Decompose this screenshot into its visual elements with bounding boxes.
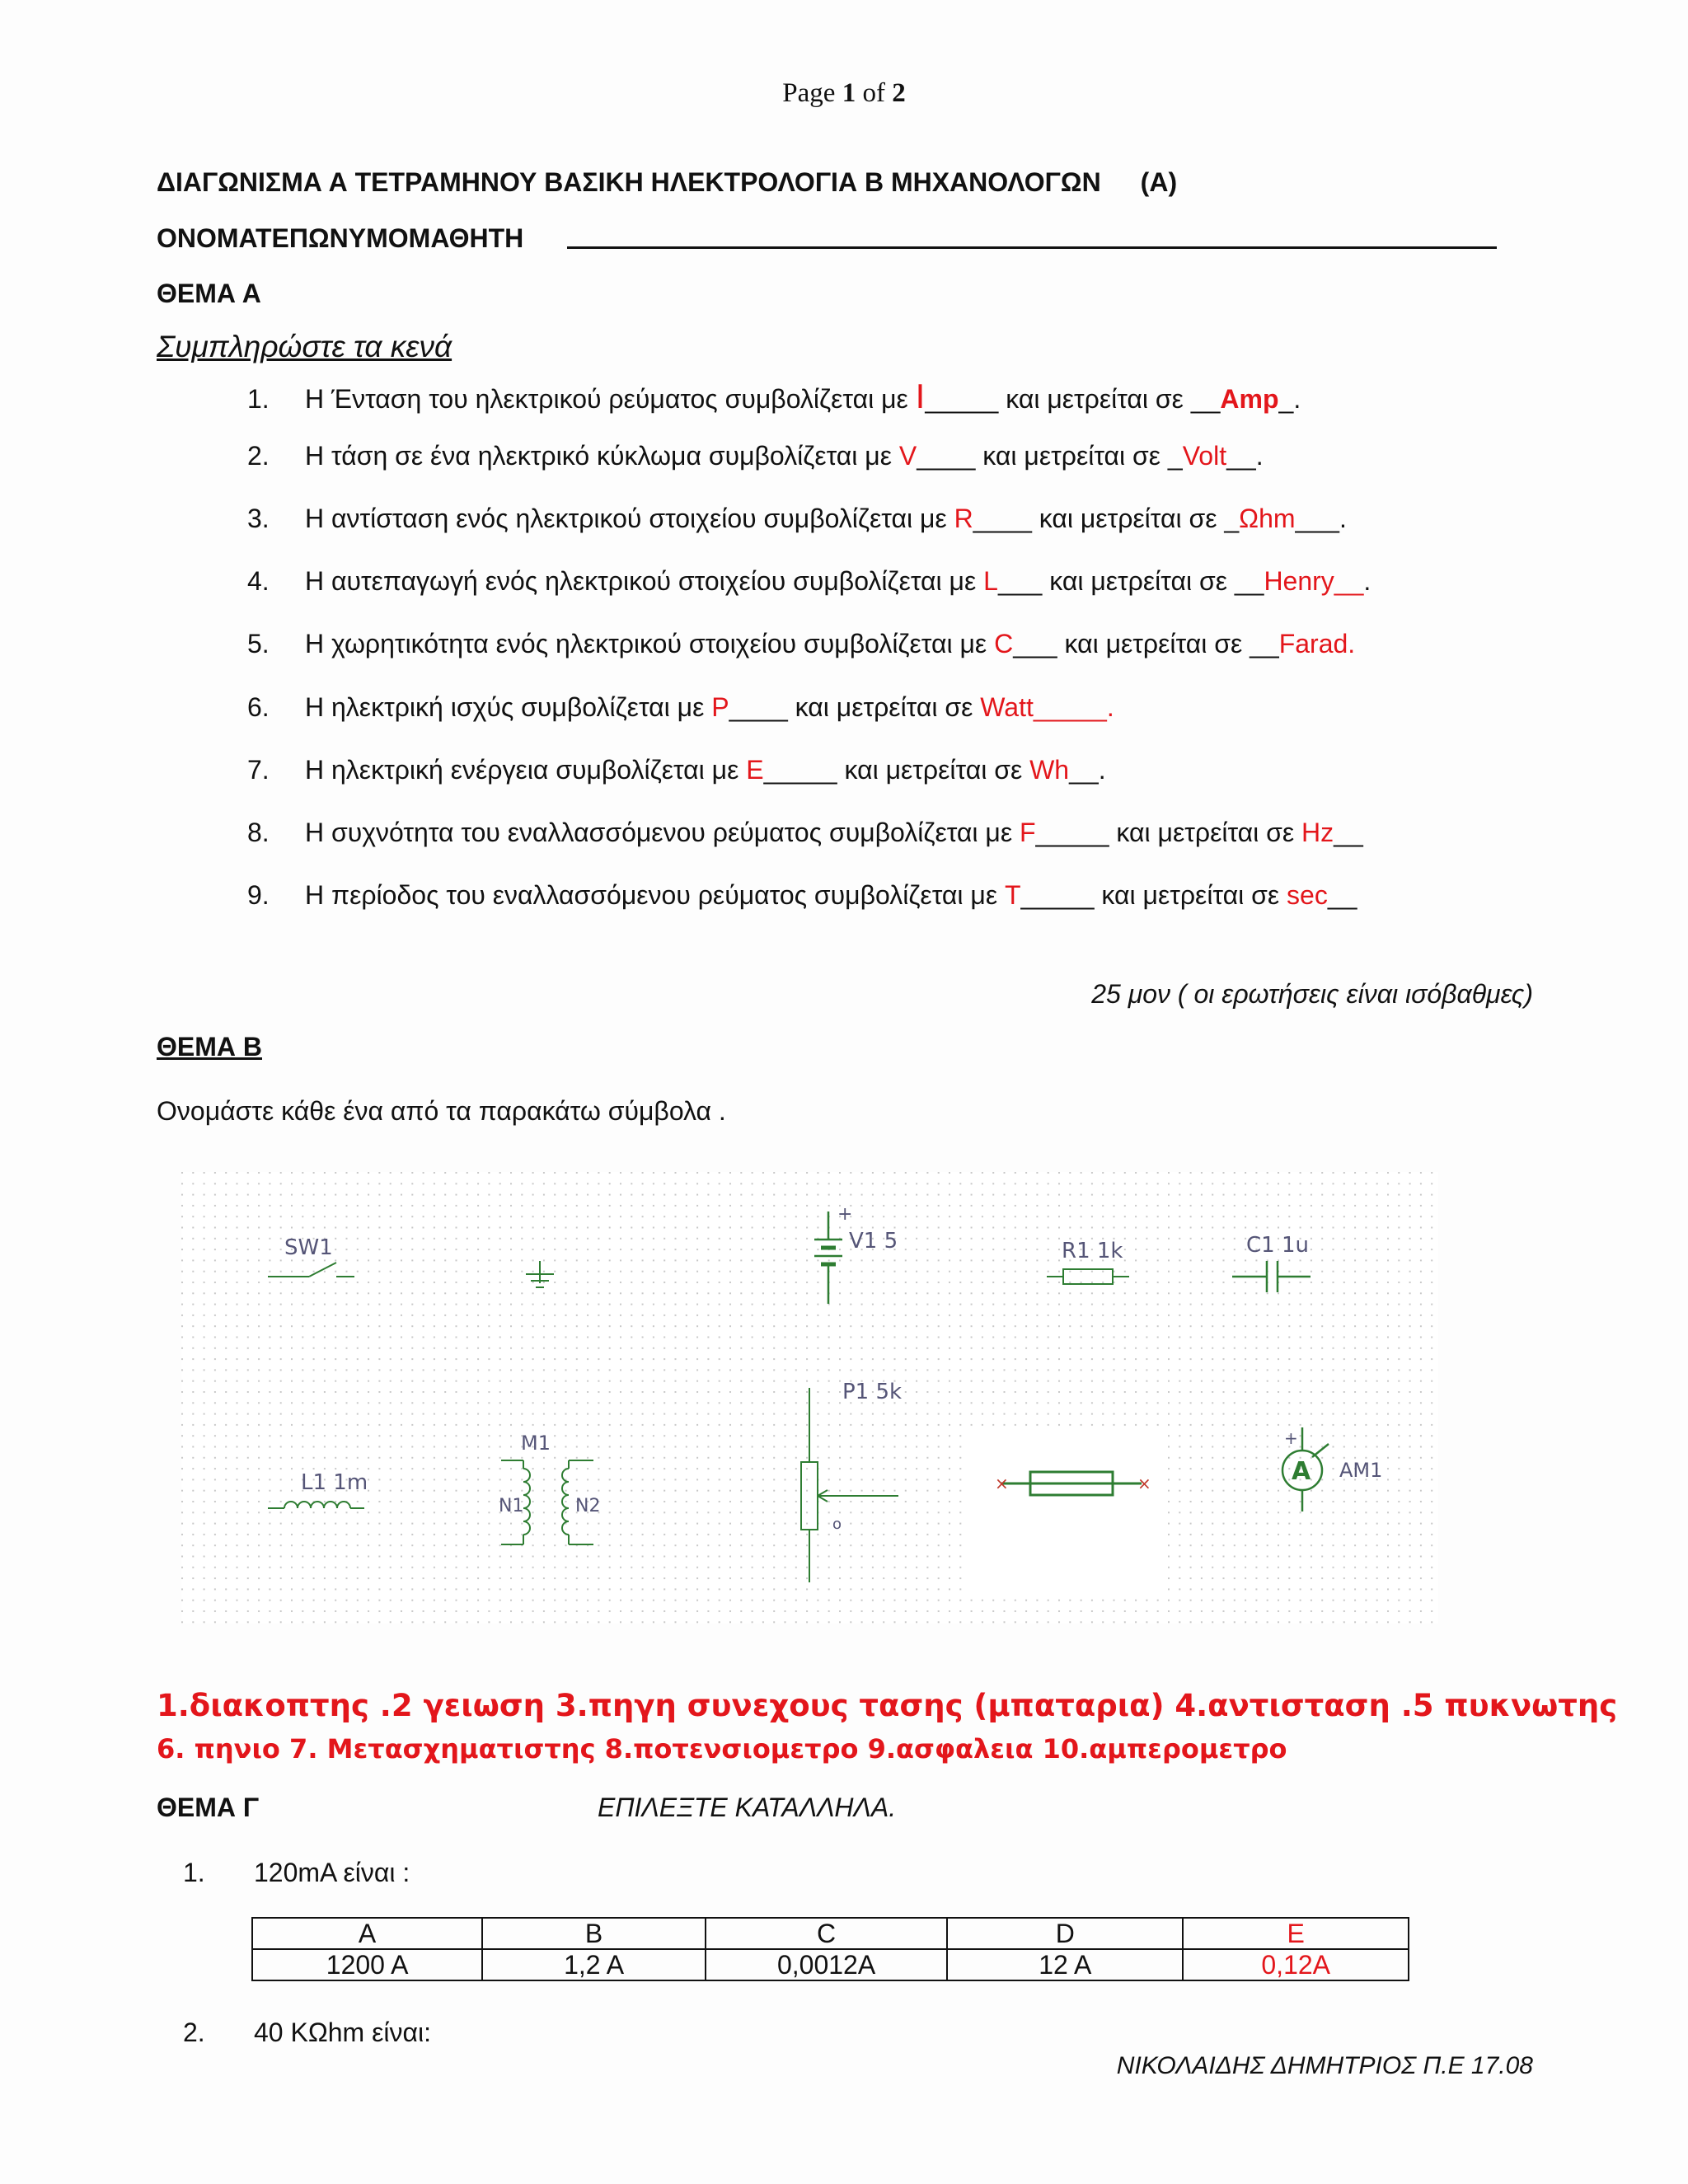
question-text: Η αυτεπαγωγή ενός ηλεκτρικού στοιχείου συμβολίζεται με (305, 566, 984, 596)
mc-option-value[interactable]: 1200 A (252, 1949, 482, 1980)
question-text: Η ηλεκτρική ισχύς συμβολίζεται με (305, 692, 712, 722)
question-text: _____ και μετρείται σε __ (925, 384, 1221, 414)
answer-symbol: F (1020, 818, 1036, 847)
theme-b-heading: ΘΕΜΑ Β (157, 1032, 262, 1062)
symbols-answers-line-2: 6. πηνιο 7. Μετασχηματιστης 8.ποτενσιομετρο 9.ασφαλεια 10.αμπερομετρο (157, 1733, 1287, 1765)
question-text: Η χωρητικότητα ενός ηλεκτρικού στοιχείου συμβολίζεται με (305, 629, 995, 658)
svg-text:L1 1m: L1 1m (301, 1470, 368, 1495)
svg-text:+: + (837, 1204, 853, 1225)
question-text: Η συχνότητα του εναλλασσόμενου ρεύματος συμβολίζεται με (305, 818, 1020, 847)
fill-in-question (247, 504, 1347, 534)
svg-text:SW1: SW1 (284, 1235, 333, 1260)
svg-text:N1: N1 (499, 1496, 524, 1516)
question-text: _____ και μετρείται σε (1035, 818, 1302, 847)
question-number: 7. (247, 755, 270, 785)
svg-text:×: × (995, 1474, 1009, 1493)
circuit-symbols-diagram (181, 1172, 1438, 1624)
fill-in-question (247, 629, 1355, 659)
svg-text:V1 5: V1 5 (849, 1229, 898, 1254)
question-text: _____ και μετρείται σε (1020, 880, 1287, 910)
student-name-line[interactable] (567, 246, 1497, 249)
question-text: Η Ένταση του ηλεκτρικού ρεύματος συμβολίζεται με (305, 384, 916, 414)
theme-a-heading: ΘΕΜΑ Α (157, 279, 261, 308)
answer-symbol: P (711, 692, 729, 722)
answer-unit: Ωhm (1239, 504, 1296, 533)
mc-question-2: 2. 40 KΩhm είναι: (183, 2018, 431, 2047)
fill-in-question (247, 441, 1264, 471)
question-text: ____ και μετρείται σε _ (917, 441, 1183, 471)
question-text: ___. (1295, 504, 1347, 533)
mc-option-value[interactable]: 0,12A (1183, 1949, 1409, 1980)
fill-in-question (247, 377, 1301, 416)
answer-unit: Hz (1301, 818, 1334, 847)
fill-in-question (247, 692, 1114, 723)
student-name-label: ΟΝΟΜΑΤΕΠΩΝΥΜΟΜΑΘΗΤΗ (157, 223, 524, 253)
svg-text:×: × (1137, 1474, 1151, 1493)
svg-text:A: A (1292, 1457, 1311, 1486)
question-number: 1. (247, 384, 270, 414)
fill-in-question (247, 755, 1106, 785)
question-text: _. (1278, 384, 1301, 414)
fill-in-question (247, 818, 1363, 848)
symbols-answers-line-1: 1.διακοπτης .2 γειωση 3.πηγη συνεχους τασης (μπαταρια) 4.αντισταση .5 πυκνωτης (157, 1688, 1618, 1723)
question-text: __. (1226, 441, 1264, 471)
svg-text:N2: N2 (575, 1496, 601, 1516)
symbols-instruction: Ονομάστε κάθε ένα από τα παρακάτω σύμβολα . (157, 1096, 726, 1126)
answer-unit: sec (1287, 880, 1328, 910)
question-text: . (1363, 566, 1372, 596)
choose-instruction: ΕΠΙΛΕΞΤΕ ΚΑΤΑΛΛΗΛΑ. (598, 1793, 897, 1822)
question-number: 5. (247, 629, 270, 658)
mc-options-values-row (252, 1949, 1409, 1980)
points-note: 25 μον ( οι ερωτήσεις είναι ισόβαθμες) (1091, 979, 1533, 1009)
mc-option-letter[interactable]: E (1183, 1918, 1409, 1949)
question-number: 3. (247, 504, 270, 533)
answer-symbol: R (954, 504, 973, 533)
mc-options-table (251, 1917, 1409, 1981)
answer-unit: Henry__ (1264, 566, 1364, 596)
question-text: Η τάση σε ένα ηλεκτρικό κύκλωμα συμβολίζεται με (305, 441, 899, 471)
fill-in-question (247, 566, 1371, 597)
exam-variant: (Α) (1140, 167, 1178, 197)
question-number: 8. (247, 818, 270, 847)
question-number: 9. (247, 880, 270, 910)
question-text: _____ και μετρείται σε (763, 755, 1030, 785)
answer-symbol: I (915, 377, 926, 415)
question-text: Η αντίσταση ενός ηλεκτρικού στοιχείου συμβολίζεται με (305, 504, 954, 533)
answer-symbol: E (746, 755, 764, 785)
mc-option-letter[interactable]: B (482, 1918, 706, 1949)
mc-option-value[interactable]: 1,2 A (482, 1949, 706, 1980)
svg-text:C1 1u: C1 1u (1246, 1233, 1309, 1258)
answer-unit: Farad. (1278, 629, 1356, 658)
question-text: Η περίοδος του εναλλασσόμενου ρεύματος συμβολίζεται με (305, 880, 1005, 910)
svg-text:o: o (832, 1516, 842, 1533)
question-number: 2. (247, 441, 270, 471)
question-text: __ (1334, 818, 1363, 847)
svg-text:AM1: AM1 (1339, 1459, 1383, 1482)
question-text: ____ και μετρείται σε (729, 692, 981, 722)
page-header: Page 1 of 2 (782, 78, 906, 108)
mc-option-letter[interactable]: C (706, 1918, 947, 1949)
question-text: ____ και μετρείται σε _ (973, 504, 1240, 533)
svg-text:+: + (1284, 1428, 1298, 1448)
answer-unit: Watt_____. (980, 692, 1114, 722)
svg-text:R1 1k: R1 1k (1062, 1239, 1123, 1263)
exam-title: ΔΙΑΓΩΝΙΣΜΑ Α ΤΕΤΡΑΜΗΝΟΥ ΒΑΣΙΚΗ ΗΛΕΚΤΡΟΛΟΓΙΑ Β ΜΗΧΑΝΟΛΟΓΩΝ (Α) (157, 167, 1178, 197)
theme-c-heading: ΘΕΜΑ Γ (157, 1793, 260, 1822)
mc-option-letter[interactable]: A (252, 1918, 482, 1949)
question-text: __ (1327, 880, 1357, 910)
answer-unit: Volt (1182, 441, 1227, 471)
mc-question-1: 1. 120mA είναι : (183, 1858, 410, 1887)
mc-option-value[interactable]: 12 A (947, 1949, 1183, 1980)
question-text: Η ηλεκτρική ενέργεια συμβολίζεται με (305, 755, 747, 785)
svg-text:M1: M1 (521, 1432, 551, 1455)
question-text: ___ και μετρείται σε __ (997, 566, 1264, 596)
answer-symbol: C (994, 629, 1014, 658)
mc-option-value[interactable]: 0,0012A (706, 1949, 947, 1980)
question-text: ___ και μετρείται σε __ (1013, 629, 1279, 658)
fill-in-instruction: Συμπληρώστε τα κενά (157, 330, 452, 363)
fill-in-question (247, 880, 1357, 911)
question-number: 6. (247, 692, 270, 722)
answer-symbol: V (898, 441, 917, 471)
svg-text:P1 5k: P1 5k (842, 1380, 903, 1404)
answer-symbol: L (983, 566, 998, 596)
answer-symbol: T (1004, 880, 1021, 910)
question-text: __. (1069, 755, 1106, 785)
answer-unit: Amp (1220, 384, 1279, 414)
question-number: 4. (247, 566, 270, 596)
answer-unit: Wh (1029, 755, 1070, 785)
mc-option-letter[interactable]: D (947, 1918, 1183, 1949)
mc-options-header-row (252, 1918, 1409, 1949)
author-footer: ΝΙΚΟΛΑΙΔΗΣ ΔΗΜΗΤΡΙΟΣ Π.Ε 17.08 (1116, 2052, 1533, 2079)
